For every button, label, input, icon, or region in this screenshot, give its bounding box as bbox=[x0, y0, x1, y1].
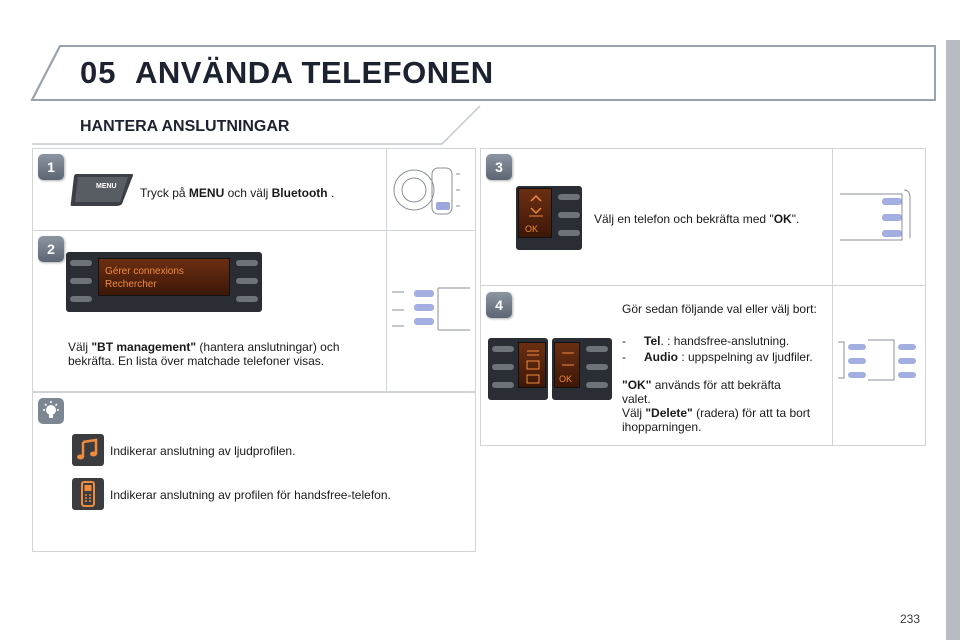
step-4-item-tel: - Tel. : handsfree-anslutning. bbox=[622, 334, 790, 348]
side-button bbox=[586, 382, 608, 388]
display-line-1: Gérer connexions bbox=[105, 266, 184, 277]
step-4-badge: 4 bbox=[486, 292, 512, 318]
side-button bbox=[492, 346, 514, 352]
step-3-badge: 3 bbox=[486, 154, 512, 180]
side-button bbox=[236, 296, 258, 302]
step-2-text: Välj "BT management" (hantera anslutningar) och bekräfta. En lista över matchade telefoner visas. bbox=[68, 340, 340, 368]
side-button bbox=[70, 260, 92, 266]
tel-audio-list-icon bbox=[519, 343, 547, 389]
side-button bbox=[70, 278, 92, 284]
step-1-badge: 1 bbox=[38, 154, 64, 180]
control-knob-line-drawing bbox=[392, 156, 472, 222]
step-2-display bbox=[98, 258, 230, 296]
ok-confirm-icon bbox=[555, 343, 581, 373]
display-ok-label: OK bbox=[559, 374, 573, 384]
panel-divider bbox=[480, 285, 926, 286]
step-4-intro: Gör sedan följande val eller välj bort: bbox=[622, 302, 817, 316]
step-3-display bbox=[518, 188, 552, 238]
page-side-strip bbox=[946, 40, 960, 640]
lightbulb-icon bbox=[38, 398, 64, 424]
step-1-text: Tryck på MENU och välj Bluetooth . bbox=[140, 186, 335, 200]
step-4-item-audio: - Audio : uppspelning av ljudfiler. bbox=[622, 350, 813, 364]
panel-divider bbox=[32, 230, 476, 231]
step-4-display-left bbox=[518, 342, 546, 388]
panel-divider bbox=[386, 148, 387, 392]
side-button bbox=[492, 382, 514, 388]
side-button bbox=[586, 364, 608, 370]
section-title: HANTERA ANSLUTNINGAR bbox=[80, 118, 290, 135]
side-button bbox=[236, 260, 258, 266]
audio-profile-text: Indikerar anslutning av ljudprofilen. bbox=[110, 444, 296, 458]
step-4-radio-screen-left bbox=[488, 338, 548, 400]
page-number: 233 bbox=[900, 612, 921, 626]
side-button bbox=[70, 296, 92, 302]
side-button bbox=[492, 364, 514, 370]
side-button bbox=[558, 194, 580, 200]
chapter-number: 05 bbox=[80, 55, 117, 90]
display-ok-label: OK bbox=[525, 224, 539, 234]
step-4-ok-text: "OK" används för att bekräfta valet. bbox=[622, 378, 781, 406]
music-note-icon bbox=[72, 434, 104, 466]
side-button bbox=[558, 230, 580, 236]
panel-divider bbox=[832, 148, 833, 446]
up-down-arrows-icon bbox=[519, 192, 553, 222]
side-button bbox=[236, 278, 258, 284]
chapter-title: ANVÄNDA TELEFONEN bbox=[135, 55, 494, 90]
step-2-radio-screen bbox=[66, 252, 262, 312]
display-line-2: Rechercher bbox=[105, 279, 157, 290]
handsfree-profile-text: Indikerar anslutning av profilen för handsfree-telefon. bbox=[110, 488, 391, 502]
step-2-badge: 2 bbox=[38, 236, 64, 262]
side-button bbox=[558, 212, 580, 218]
step-3-text: Välj en telefon och bekräfta med "OK". bbox=[594, 212, 800, 226]
tip-panel bbox=[32, 392, 476, 552]
mobile-phone-icon bbox=[72, 478, 104, 510]
step-4-display-right bbox=[554, 342, 580, 388]
step-4-radio-screen-right bbox=[552, 338, 612, 400]
step-3-radio-screen bbox=[516, 186, 582, 250]
radio-buttons-line-drawing bbox=[390, 286, 472, 340]
radio-buttons-line-drawing bbox=[838, 188, 920, 244]
dual-radio-line-drawing bbox=[836, 334, 922, 386]
menu-button-label: MENU bbox=[96, 183, 117, 190]
side-button bbox=[586, 346, 608, 352]
step-4-delete-text: Välj "Delete" (radera) för att ta bort ihopparningen. bbox=[622, 406, 811, 434]
